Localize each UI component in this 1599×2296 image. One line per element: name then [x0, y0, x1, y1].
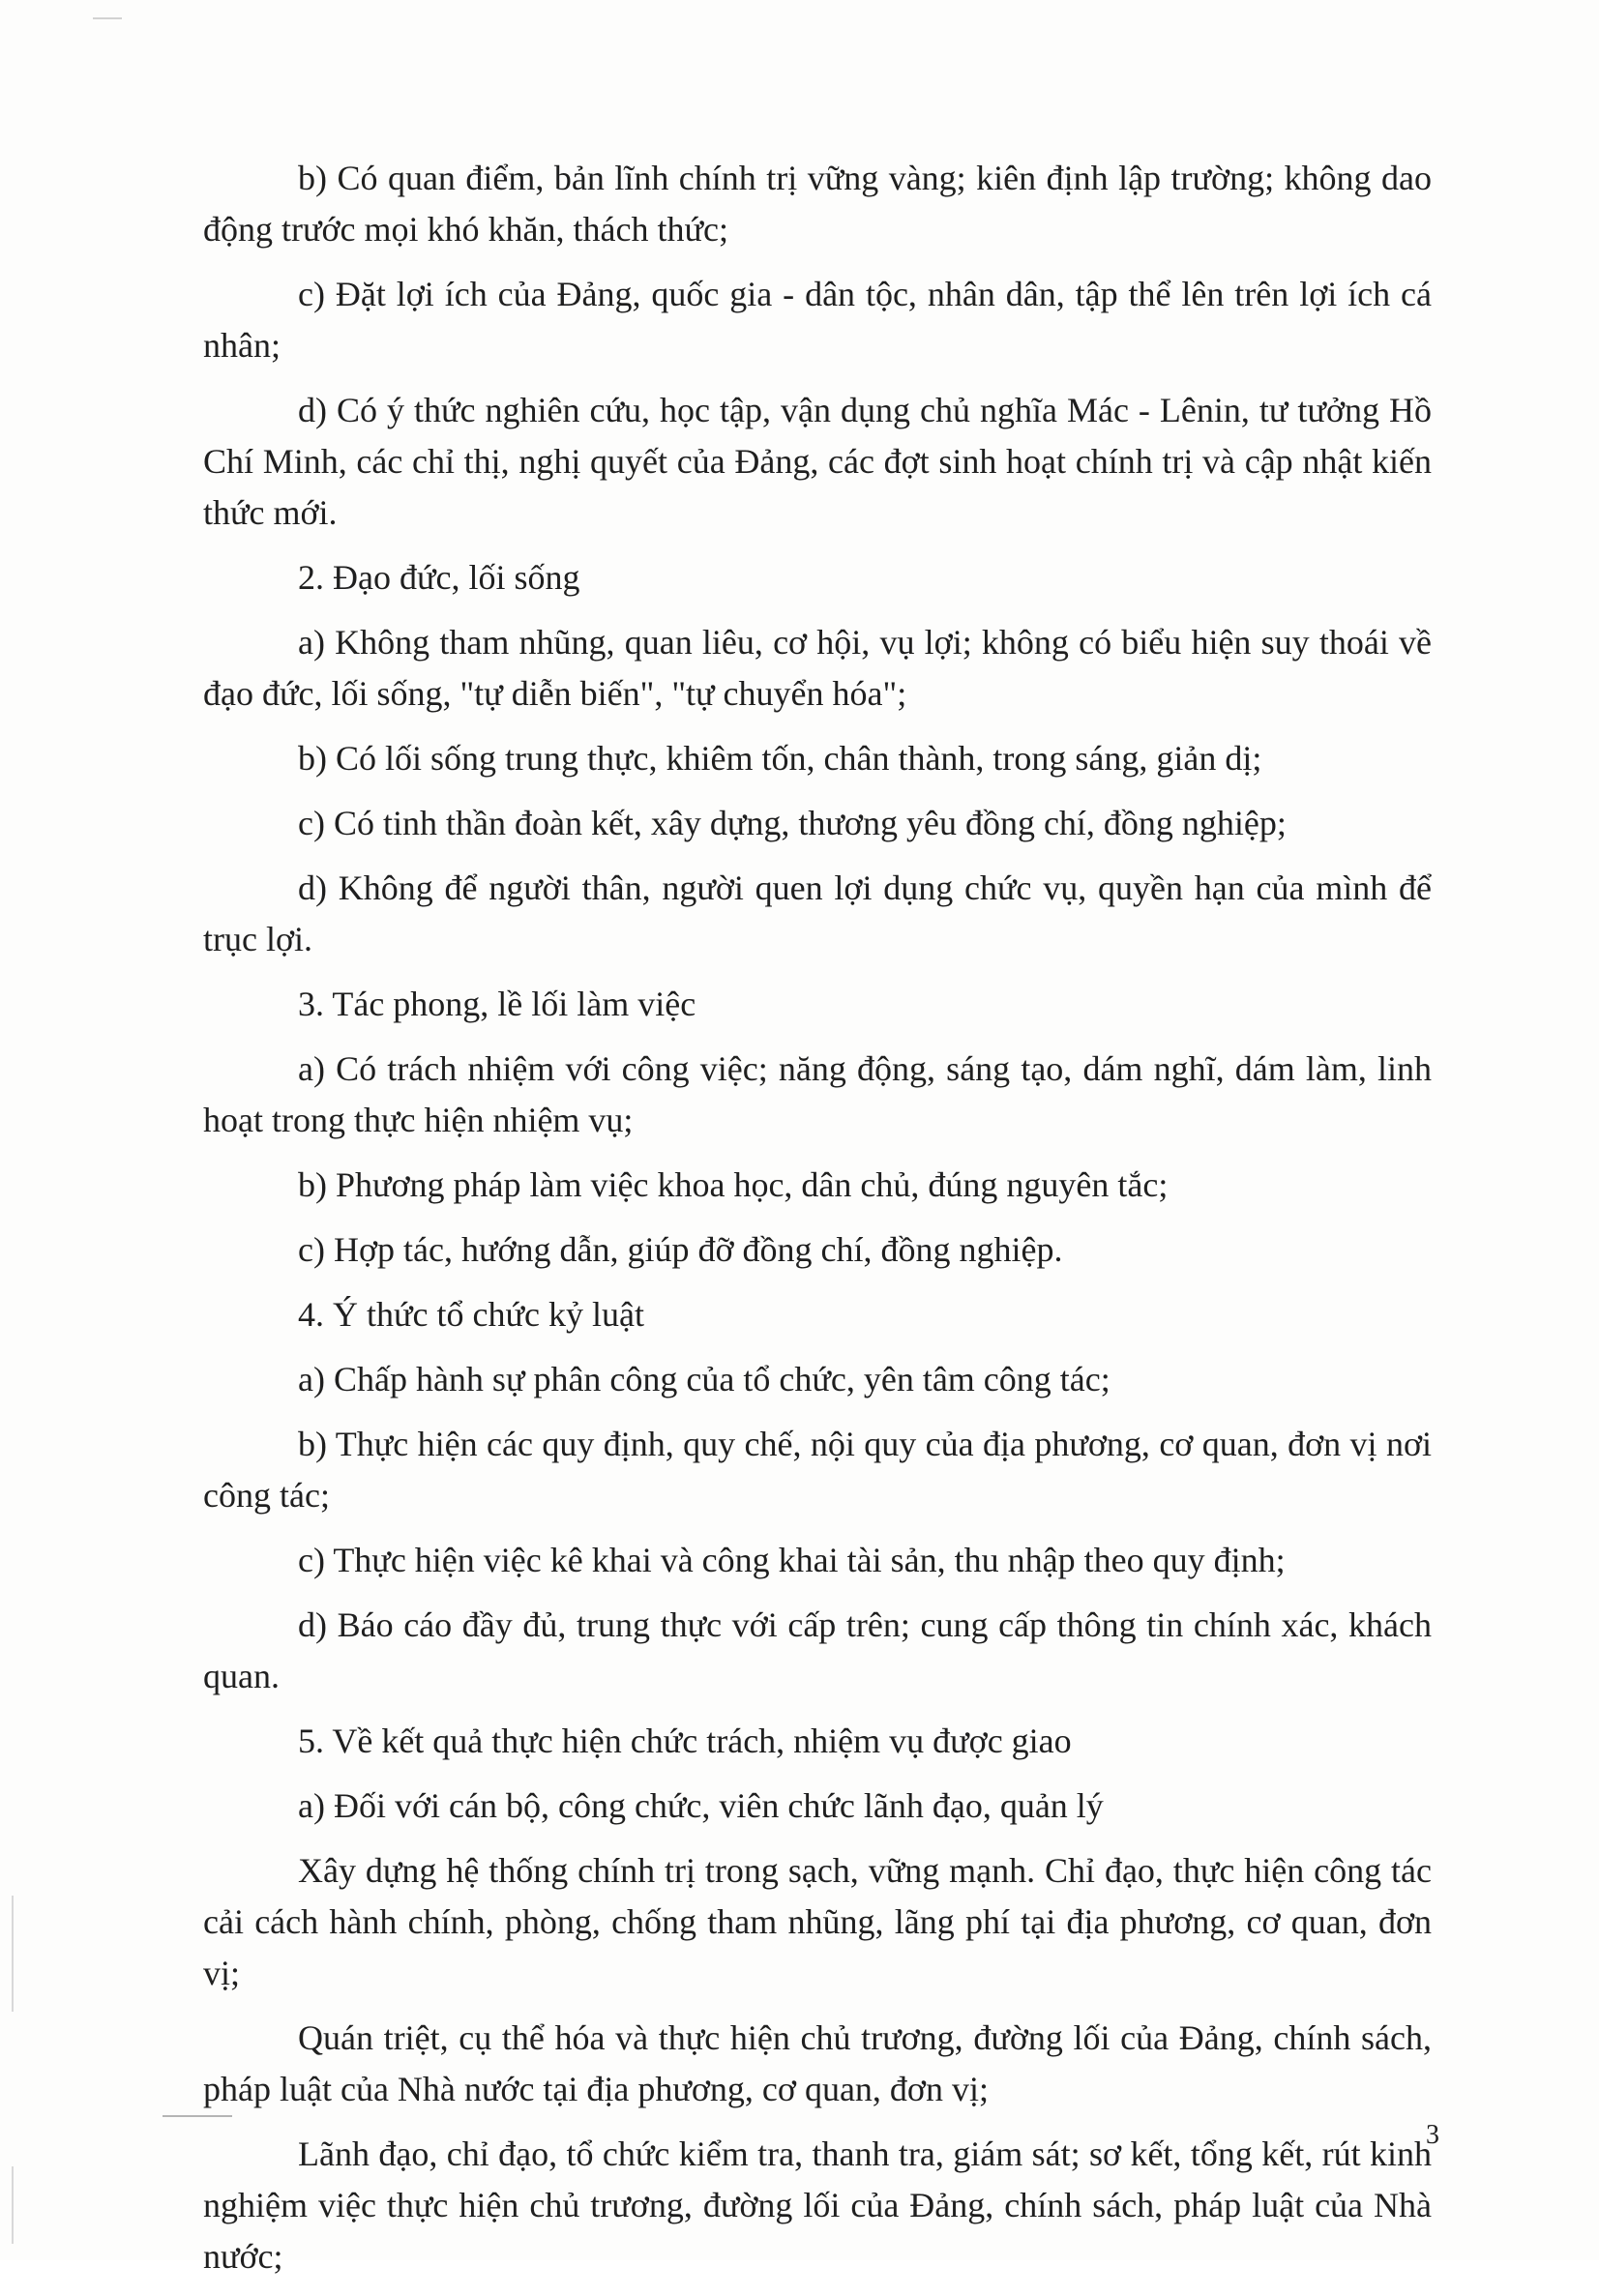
scan-artifact	[12, 2166, 14, 2244]
page-number: 3	[1426, 2120, 1439, 2150]
paragraph: b) Thực hiện các quy định, quy chế, nội quy của địa phương, cơ quan, đơn vị nơi công tác;	[203, 1425, 1432, 1515]
paragraph: Xây dựng hệ thống chính trị trong sạch, vững mạnh. Chỉ đạo, thực hiện công tác cải cách hành chính, phòng, chống tham nhũng, lãng phí tại địa phương, cơ quan, đơn vị;	[203, 1851, 1432, 1992]
paragraph: b) Phương pháp làm việc khoa học, dân chủ, đúng nguyên tắc;	[298, 1165, 1169, 1204]
paragraph: c) Thực hiện việc kê khai và công khai tài sản, thu nhập theo quy định;	[298, 1541, 1286, 1579]
section-heading: 4. Ý thức tổ chức kỷ luật	[298, 1295, 644, 1334]
paragraph: b) Có lối sống trung thực, khiêm tốn, chân thành, trong sáng, giản dị;	[298, 739, 1262, 778]
paragraph: Quán triệt, cụ thể hóa và thực hiện chủ trương, đường lối của Đảng, chính sách, pháp luật của Nhà nước tại địa phương, cơ quan, đơn vị;	[203, 2018, 1432, 2108]
paragraph: a) Đối với cán bộ, công chức, viên chức lãnh đạo, quản lý	[298, 1786, 1104, 1825]
scan-artifact	[93, 17, 122, 19]
section-heading: 5. Về kết quả thực hiện chức trách, nhiệm vụ được giao	[298, 1722, 1072, 1760]
document-body	[203, 153, 1432, 2296]
paragraph: d) Có ý thức nghiên cứu, học tập, vận dụng chủ nghĩa Mác - Lênin, tư tưởng Hồ Chí Minh, các chỉ thị, nghị quyết của Đảng, các đợt sinh hoạt chính trị và cập nhật kiến thức mới.	[203, 391, 1432, 532]
paragraph: c) Hợp tác, hướng dẫn, giúp đỡ đồng chí, đồng nghiệp.	[298, 1230, 1063, 1269]
scan-artifact	[12, 1896, 14, 2012]
paragraph: a) Không tham nhũng, quan liêu, cơ hội, vụ lợi; không có biểu hiện suy thoái về đạo đức, lối sống, "tự diễn biến", "tự chuyển hóa";	[203, 623, 1432, 713]
paragraph: a) Chấp hành sự phân công của tổ chức, yên tâm công tác;	[298, 1360, 1110, 1398]
paragraph: d) Không để người thân, người quen lợi dụng chức vụ, quyền hạn của mình để trục lợi.	[203, 868, 1432, 958]
paragraph: Lãnh đạo, chỉ đạo, tổ chức kiểm tra, thanh tra, giám sát; sơ kết, tổng kết, rút kinh nghiệm việc thực hiện chủ trương, đường lối của Đảng, chính sách, pháp luật của Nhà nước;	[203, 2134, 1432, 2276]
paragraph: b) Có quan điểm, bản lĩnh chính trị vững vàng; kiên định lập trường; không dao động trước mọi khó khăn, thách thức;	[203, 159, 1432, 249]
paragraph: c) Có tinh thần đoàn kết, xây dựng, thương yêu đồng chí, đồng nghiệp;	[298, 804, 1287, 842]
paragraph: c) Đặt lợi ích của Đảng, quốc gia - dân tộc, nhân dân, tập thể lên trên lợi ích cá nhân;	[203, 275, 1432, 365]
section-heading: 3. Tác phong, lề lối làm việc	[298, 985, 696, 1023]
paragraph: a) Có trách nhiệm với công việc; năng động, sáng tạo, dám nghĩ, dám làm, linh hoạt trong thực hiện nhiệm vụ;	[203, 1049, 1432, 1139]
paragraph: d) Báo cáo đầy đủ, trung thực với cấp trên; cung cấp thông tin chính xác, khách quan.	[203, 1605, 1432, 1695]
section-heading: 2. Đạo đức, lối sống	[298, 558, 580, 597]
